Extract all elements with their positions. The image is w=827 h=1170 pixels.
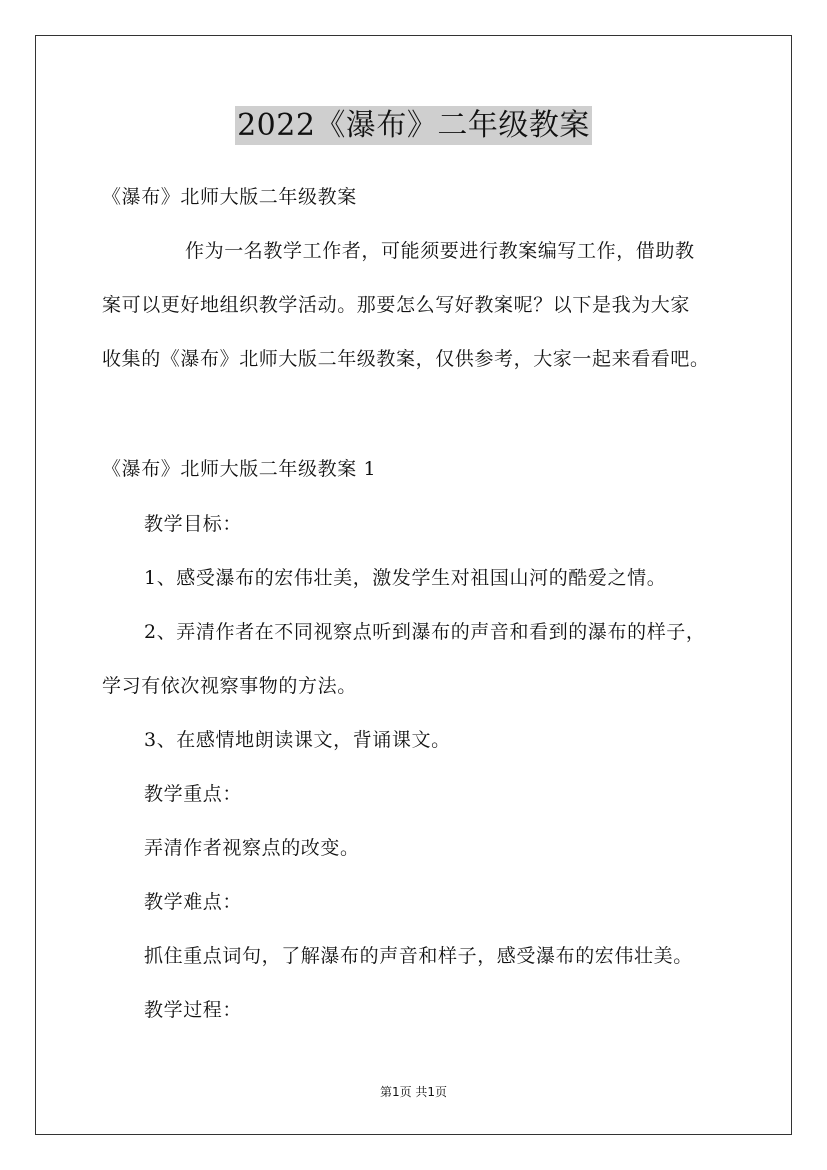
body-line: 弄清作者视察点的改变。 (144, 837, 360, 859)
intro-line-1: 作为一名教学工作者，可能须要进行教案编写工作，借助教 (185, 240, 695, 262)
section-heading: 《瀑布》北师大版二年级教案 1 (102, 458, 377, 480)
body-line: 抓住重点词句，了解瀑布的声音和样子，感受瀑布的宏伟壮美。 (144, 945, 693, 967)
document-subtitle: 《瀑布》北师大版二年级教案 (102, 186, 357, 208)
body-line: 教学目标： (144, 513, 243, 535)
document-title: 2022《瀑布》二年级教案 (237, 108, 590, 143)
intro-line-3: 收集的《瀑布》北师大版二年级教案，仅供参考，大家一起来看看吧。 (102, 348, 710, 370)
body-line: 1、感受瀑布的宏伟壮美，激发学生对祖国山河的酷爱之情。 (144, 567, 667, 589)
body-line: 2、弄清作者在不同视察点听到瀑布的声音和看到的瀑布的样子， (144, 621, 706, 643)
body-line: 教学过程： (144, 999, 243, 1021)
body-line: 教学重点： (144, 783, 243, 805)
body-line: 学习有依次视察事物的方法。 (102, 675, 357, 697)
intro-line-2: 案可以更好地组织教学活动。那要怎么写好教案呢？以下是我为大家 (102, 294, 691, 316)
page-footer: 第1页 共1页 (379, 1085, 448, 1099)
document-title-container (0, 100, 827, 144)
body-line: 教学难点： (144, 891, 243, 913)
body-line: 3、在感情地朗读课文，背诵课文。 (144, 729, 451, 751)
